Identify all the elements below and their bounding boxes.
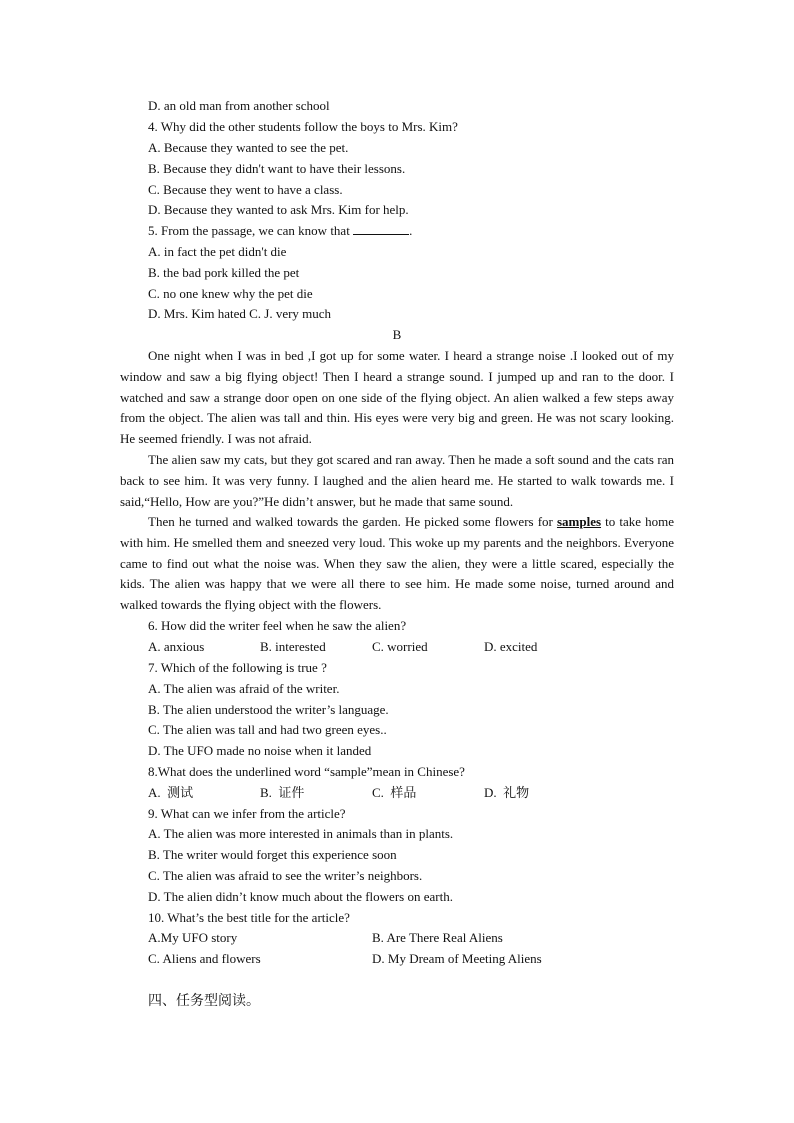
q4-option-a: A. Because they wanted to see the pet. [148,140,349,155]
q4-stem: 4. Why did the other students follow the boys to Mrs. Kim? [148,119,458,134]
q6-option-c: C. worried [372,639,428,654]
option-text: 礼物 [503,786,530,801]
q9-option-c: C. The alien was afraid to see the writer’s neighbors. [148,868,423,883]
q9-option-b: B. The writer would forget this experience soon [148,847,397,862]
q7-stem: 7. Which of the following is true ? [148,660,327,675]
q10-option-d: D. My Dream of Meeting Aliens [372,951,542,966]
underlined-word-samples: samples [556,514,602,529]
option-letter: B. [260,785,272,800]
q6-option-a: A. anxious [148,639,205,654]
q8-option-d [484,783,529,804]
q10-option-c: C. Aliens and flowers [148,951,261,966]
q4-option-b: B. Because they didn't want to have their lessons. [148,161,406,176]
q3-option-d: D. an old man from another school [148,98,330,113]
q9-option-a: A. The alien was more interested in animals than in plants. [148,826,454,841]
answer-blank [353,223,409,235]
passage-paragraph-1: One night when I was in bed ,I got up for some water. I heard a strange noise .I looked out of my window and saw a big flying object! Then I heard a strange sound. I jumped up and ran to the door. I watched and saw a strange door open on one side of the flying object. An alien walked a few steps away from the object. The alien was tall and thin. His eyes were very big and green. He was not scary looking. He seemed friendly. I was not afraid. [120,348,674,447]
section-b-label: B [392,327,402,342]
q6-option-b: B. interested [260,639,326,654]
q10-stem: 10. What’s the best title for the article? [148,910,350,925]
q8-stem: 8.What does the underlined word “sample”mean in Chinese? [148,764,465,779]
q5-option-d: D. Mrs. Kim hated C. J. very much [148,306,332,321]
q5-stem [148,221,412,241]
passage-paragraph-3 [120,512,674,616]
q8-option-a [148,783,193,804]
q6-option-d: D. excited [484,639,538,654]
q8-option-c [372,783,416,804]
section-4-heading: 四、任务型阅读。 [148,993,260,1009]
q4-option-d: D. Because they wanted to ask Mrs. Kim for help. [148,202,409,217]
q5-option-c: C. no one knew why the pet die [148,286,313,301]
option-text: 样品 [390,786,417,801]
q5-option-b: B. the bad pork killed the pet [148,265,300,280]
q7-option-a: A. The alien was afraid of the writer. [148,681,340,696]
passage-paragraph-2: The alien saw my cats, but they got scared and ran away. Then he made a soft sound and the cats ran back to see him. It was very funny. I laughed and the alien heard me. He started to walk towards me. I said,“Hello, How are you?”He didn’t answer, but he made that same sound. [120,452,674,509]
q4-option-c: C. Because they went to have a class. [148,182,343,197]
q8-option-b [260,783,304,804]
q6-stem: 6. How did the writer feel when he saw the alien? [148,618,407,633]
q5-stem-end: . [409,223,413,238]
q10-option-a: A.My UFO story [148,930,238,945]
option-letter: A. [148,785,161,800]
paragraph-3-rest: to take home with him. He smelled them and sneezed very loud. This woke up my parents and the neighbors. Everyone came to find out what the noise was. When they saw the alien, they were a little scared, especially the kids. The alien was happy that we were all there to see him. He made some noise, turned around and walked towards the flying object with the flowers. [120,514,674,613]
option-letter: C. [372,785,384,800]
option-text: 测试 [167,786,194,801]
option-text: 证件 [278,786,305,801]
q10-option-b: B. Are There Real Aliens [372,930,503,945]
option-letter: D. [484,785,497,800]
q9-option-d: D. The alien didn’t know much about the flowers on earth. [148,889,453,904]
q7-option-b: B. The alien understood the writer’s language. [148,702,389,717]
q5-stem-text: 5. From the passage, we can know that [148,223,350,238]
q7-option-c: C. The alien was tall and had two green eyes.. [148,722,387,737]
paragraph-3-start: Then he turned and walked towards the garden. He picked some flowers for [148,514,557,529]
q9-stem: 9. What can we infer from the article? [148,806,346,821]
q5-option-a: A. in fact the pet didn't die [148,244,287,259]
q7-option-d: D. The UFO made no noise when it landed [148,743,372,758]
